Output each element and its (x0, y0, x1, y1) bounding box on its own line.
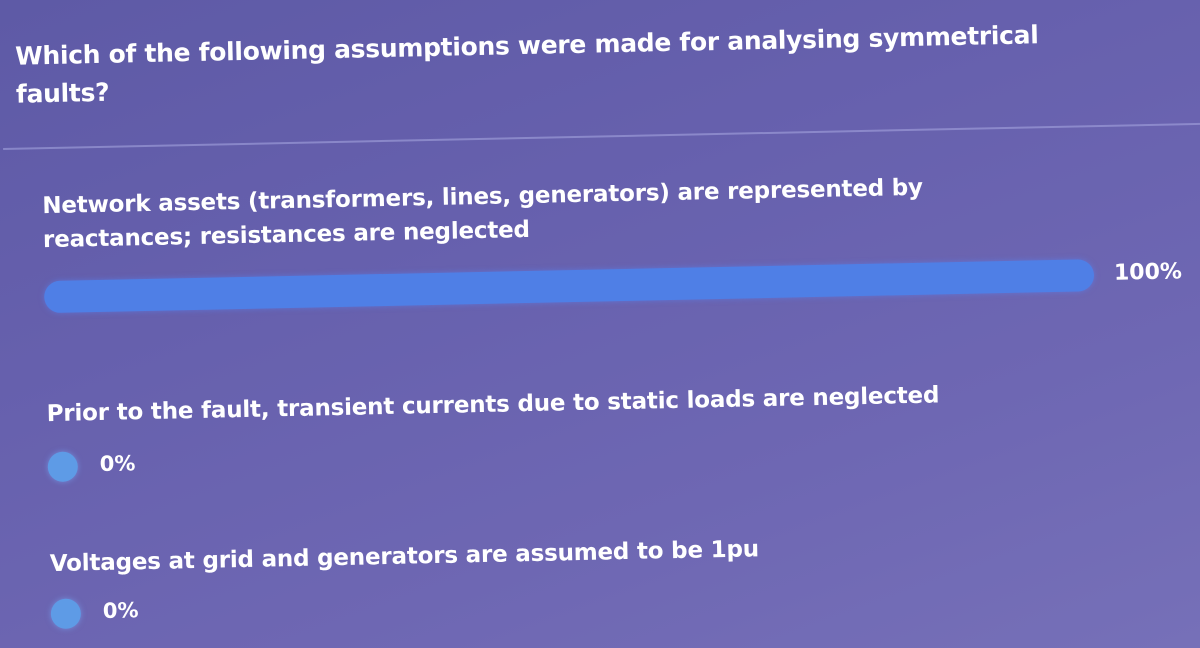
option-percentage: 0% (99, 451, 136, 477)
result-bar-track (51, 577, 1101, 631)
option-label: Voltages at grid and generators are assumed to be 1pu (49, 536, 760, 578)
poll-question: Which of the following assumptions were made for analysing symmetrical faults? (14, 20, 1039, 109)
option-label: Network assets (transformers, lines, generators) are represented by reactances; resistances are neglected (42, 174, 924, 254)
result-bar-track (44, 259, 1094, 313)
divider (3, 123, 1200, 150)
option-percentage: 0% (102, 598, 139, 623)
option-percentage: 100% (1113, 259, 1183, 286)
result-bar-track (47, 430, 1097, 484)
result-bar-fill (47, 451, 78, 482)
option-label: Prior to the fault, transient currents due to static loads are neglected (46, 382, 940, 428)
result-bar-fill (51, 598, 82, 629)
result-bar-fill (44, 259, 1094, 313)
